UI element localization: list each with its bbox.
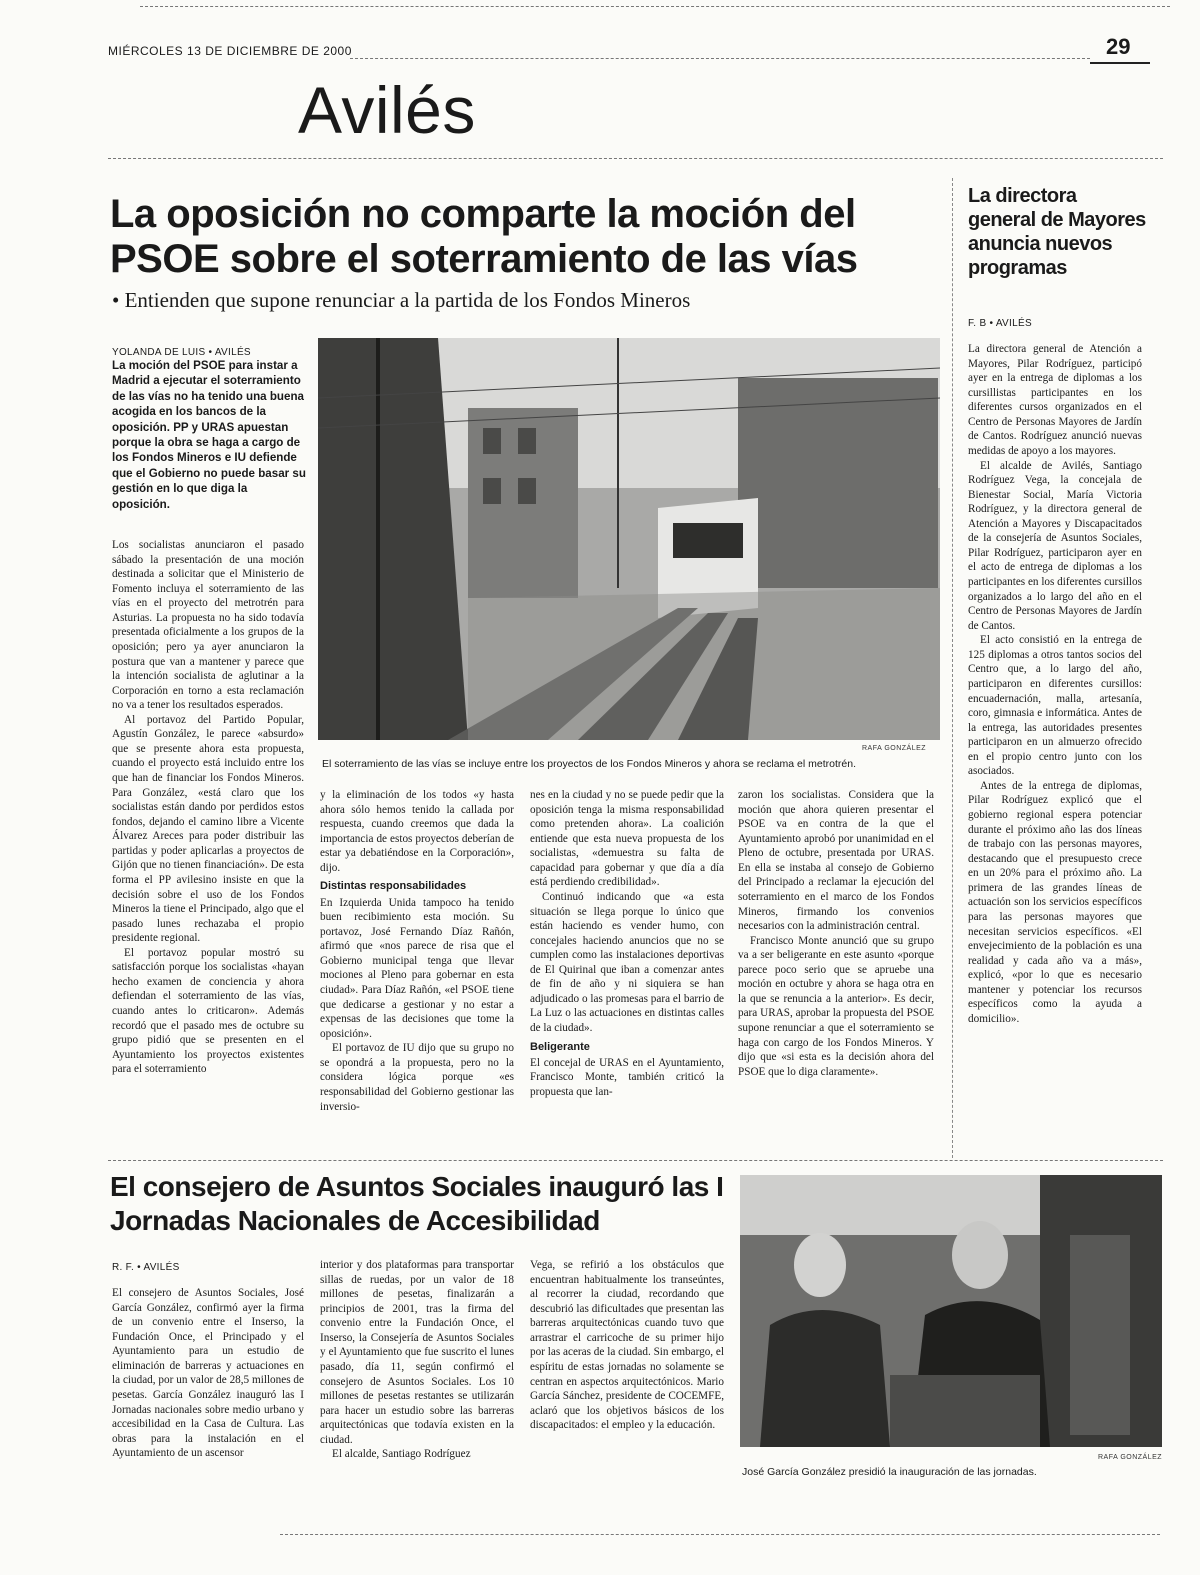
section-title: Avilés [298,73,476,147]
lead-subheadline: • Entienden que supone renunciar a la partida de los Fondos Mineros [112,288,691,312]
bottom-article-rule [108,1160,1163,1161]
lead-column-2 [320,788,514,1148]
lead-paragraph: Francisco Monte anunció que su grupo va a ser beligerante en este asunto «porque parece poco serio que se apruebe una moción en octubre y ahora se haga otra en la que se renuncia a la anterior». Es decir, para URAS, aprobar la propuesta del PSOE supone renunciar a que el soterramiento se haga con cargo de los Fondos Mineros. Y dijo que «si esta es la decisión ahora del PSOE que lo diga claramente». [738,934,934,1078]
train-photo [318,338,940,740]
lead-paragraph: nes en la ciudad y no se puede pedir que la oposición tenga la misma responsabilidad como pretenden ahora». La coalición entiende que esta nueva propuesta de los socialistas, «demuestra su falta de capacidad para gobernar y que día a día está perdiendo credibilidad». [530,789,724,889]
lead-paragraph: El portavoz popular mostró su satisfacción porque los socialistas «hayan hecho examen de conciencia y ahora defiendan el soterramiento de las vías, cuando antes lo criticaron». Además recordó que el pasado mes de octubre su grupo pidió que se presenten en el Ayuntamiento los proyectos existentes para el soterramiento [112,946,304,1076]
page-number: 29 [1106,34,1131,59]
lead-paragraph: zaron los socialistas. Considera que la moción que ahora quieren presentar el PSOE va en contra de la que el Ayuntamiento aprobó por unanimidad en el Pleno de octubre, presentada por URAS. En ella se instaba al consejo de Gobierno del Principado a reclamar la ejecución del soterramiento en el marco de los Fondos Mineros, firmando los convenios necesarios con la administración central. [738,789,934,933]
jornadas-photo-illustration [740,1175,1162,1447]
sidebar-byline: F. B • AVILÉS [968,318,1032,329]
sidebar-paragraph: El alcalde de Avilés, Santiago Rodríguez Vega, la concejala de Bienestar Social, María Victoria Rodríguez, y la directora general de Atención a Mayores y Discapacitados de la consejería de Asuntos Sociales, Pilar Rodríguez, participaron ayer en el acto de entrega de diplomas a los participantes en los diferentes cursillos organizados a lo largo del año en el Centro de Personas Mayores de Jardín de Cantos. [968,459,1142,632]
jornadas-photo [740,1175,1162,1447]
subheading-beligerante: Beligerante [530,1040,590,1053]
bottom-photo-credit: RAFA GONZÁLEZ [1098,1454,1163,1461]
issue-date: MIÉRCOLES 13 DE DICIEMBRE DE 2000 [108,44,352,58]
section-rule [108,158,1163,159]
bottom-column-1 [112,1286,304,1501]
lead-paragraph: Los socialistas anunciaron el pasado sábado la presentación de una moción destinada a solicitar que el Ministerio de Fomento incluya el soterramiento de las vías en el proyecto del metrotrén para Asturias. La propuesta no ha sido todavía presentada oficialmente a los grupos de la oposición; pero ya ayer anunciaron la postura que van a mantener y parece que la intención socialista de aglutinar a la Corporación en torno a esta reclamación no va a tener los resultados esperados. [112,539,304,712]
lead-photo-caption: El soterramiento de las vías se incluye entre los proyectos de los Fondos Mineros y ahora se reclama el metrotrén. [322,758,856,770]
bottom-headline: El consejero de Asuntos Sociales inauguró las I Jornadas Nacionales de Accesibilidad [110,1171,724,1237]
sidebar-paragraph: El acto consistió en la entrega de 125 diplomas a otros tantos socios del Centro que, a lo largo del año, participaron en diferentes cursillos: encuadernación, malla, artesanía, coro, gimnasia e informática. Antes de la entrega, las autoridades presentes participaron en un almuerzo ofrecido en el propio centro junto con los asociados. [968,634,1142,778]
bottom-byline: R. F. • AVILÉS [112,1262,180,1273]
bottom-photo-caption: José García González presidió la inauguración de las jornadas. [742,1466,1037,1478]
train-photo-illustration [318,338,940,740]
bottom-paragraph: El alcalde, Santiago Rodríguez [332,1448,471,1461]
bottom-paragraph: El consejero de Asuntos Sociales, José García González, confirmó ayer la firma de un convenio entre el Inserso, la Fundación Once, el Principado y el Ayuntamiento para un estudio de eliminación de barreras y actuaciones en la ciudad, por un valor de 28,5 millones de pesetas. García González inauguró las I Jornadas nacionales sobre medio urbano y accesibilidad en la Casa de Cultura. Las obras para la instalación en el Ayuntamiento de un ascensor [112,1287,304,1460]
sidebar-headline: La directora general de Mayores anuncia nuevos programas [968,185,1146,279]
bottom-paragraph: Vega, se refirió a los obstáculos que encuentran habitualmente los transeúntes, al recorrer la ciudad, recordando que descubrió las dificultades que presentan las barreras arquitectónicas cuando tuvo que arrastrar el carricoche de su primer hijo por las aceras de la ciudad. Sin embargo, el espíritu de estas jornadas no solamente se centran en aspectos arquitectónicos. Mario García Sánchez, presidente de COCEMFE, aclaró que los objetivos básicos de los discapacitados: el empleo y la educación. [530,1259,724,1432]
lead-headline: La oposición no comparte la moción del PSOE sobre el soterramiento de las vías [110,192,858,281]
lead-paragraph: y la eliminación de los todos «y hasta ahora sólo hemos tenido la callada por respuesta, cuando creemos que dada la importancia de estos proyectos deberían de estar ya debatiéndose en la Corporación», dijo. [320,789,514,874]
lead-photo-credit: RAFA GONZÁLEZ [862,745,927,752]
lead-column-4 [738,788,934,1148]
bottom-column-2 [320,1258,514,1498]
bottom-border-rule [280,1534,1160,1535]
header-rule-2 [1090,62,1150,64]
bottom-paragraph: interior y dos plataformas para transportar sillas de ruedas, por un valor de 18 millones de pesetas, finalizarán a principios de 2001, tras la firma del convenio entre la Fundación Once, el Inserso, la Consejería de Asuntos Sociales y el Ayuntamiento que fue suscrito el lunes pasado, día 11, según confirmó el consejero de Asuntos Sociales. Los 10 millones de pesetas restantes se utilizarán para hacer un estudio sobre las barreras arquitectónicas que todavía existen en la ciudad. [320,1259,514,1446]
lead-paragraph: En Izquierda Unida tampoco ha tenido buen recibimiento esta moción. Su portavoz, José Fernando Díaz Rañón, afirmó que «nos parece de risa que el Gobierno municipal tenga que llevar mociones al Pleno para gobernar en esta ciudad». Para Díaz Rañón, «el PSOE tiene que dedicarse a gestionar y no estar a expensas de las decisiones que tome la oposición». [320,896,514,1040]
lead-paragraph: El concejal de URAS en el Ayuntamiento, Francisco Monte, también criticó la propuesta que lan- [530,1056,724,1098]
lead-paragraph: Al portavoz del Partido Popular, Agustín González, le parece «absurdo» que se presente ahora esta propuesta, cuando el proyecto está incluido entre los que han de financiar los Fondos Mineros. Para González, «está claro que los socialistas están dando por perdidos estos fondos, dejando el camino libre a Vicente Álvarez Areces para poder distribuir las partidas y poder aplicarlas a proyectos de Gijón que no tienen financiación». De esta forma el PP avilesino insiste en que la decisión sobre el uso de los Fondos Mineros la tiene el Principado, algo que el pasado lunes rechazaba el propio presidente regional. [112,713,304,945]
lead-paragraph: El portavoz de IU dijo que su grupo no se opondrá a la propuesta, pero no la considera lógica porque «es responsabilidad del Gobierno gestionar las inversio- [320,1042,514,1113]
lead-paragraph: Continuó indicando que «a esta situación se llega porque lo único que están haciendo es vender humo, con concejales haciendo anuncios que no se cumplen como las instalaciones deportivas de El Quirinal que iban a comenzar antes de fin de año y ni siquiera se han adjudicado o las promesas para el barrio de La Luz o las actuaciones en distintas calles de la ciudad». [530,890,724,1034]
lead-intro: La moción del PSOE para instar a Madrid a ejecutar el soterramiento de las vías no ha tenido una buena acogida en los bancos de la oposición. PP y URAS apuestan porque la obra se haga a cargo de los Fondos Mineros e IU defiende que el Gobierno no puede basar su gestión en lo que diga la oposición. [112,359,306,511]
lead-column-3 [530,788,724,1148]
top-border-rule [140,6,1170,7]
subheading-responsabilidades: Distintas responsabilidades [320,880,467,893]
header-rule [350,58,1090,59]
bottom-column-3 [530,1258,724,1498]
sidebar-paragraph: Antes de la entrega de diplomas, Pilar Rodríguez explicó que el gobierno regional espera potenciar durante el próximo año las dos líneas de trabajo con las personas mayores, destacando que el presupuesto crece en un 20% para el próximo año. La primera de las grandes líneas de actuación son los servicios específicos para las personas mayores que necesitan servicios específicos. «El envejecimiento de la población es una realidad y cada año va a más», explicó, «por lo que es necesario mantener y potenciar los recursos específicos como la ayuda a domicilio». [968,779,1142,1025]
sidebar-paragraph: La directora general de Atención a Mayores, Pilar Rodríguez, participó ayer en la entrega de diplomas a los cursillistas participantes en los diferentes cursos organizados en el Centro de Personas Mayores de Jardín de Cantos. Rodríguez anunció nuevas medidas de apoyo a los mayores. [968,343,1142,457]
lead-byline: YOLANDA DE LUIS • AVILÉS [112,347,251,358]
sidebar-divider [952,178,953,1158]
lead-column-1 [112,538,304,1148]
sidebar-body [968,342,1142,1152]
